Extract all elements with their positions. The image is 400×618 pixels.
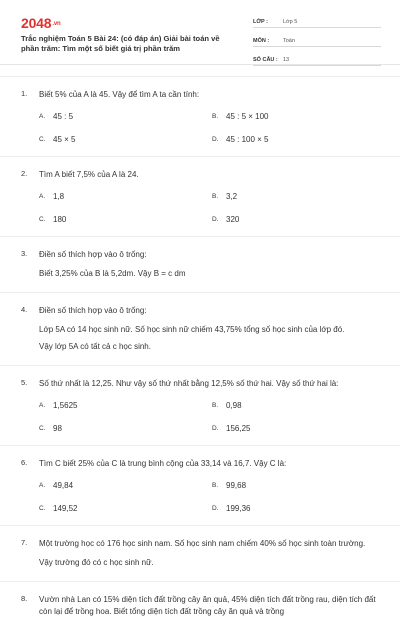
option-d[interactable] <box>212 504 372 513</box>
meta-label: MÔN : <box>253 38 270 44</box>
question-number: 8. <box>21 594 28 603</box>
question-text: Điền số thích hợp vào ô trống: <box>39 250 147 259</box>
question-4 <box>0 305 400 353</box>
question-text: Tìm C biết 25% của C là trung bình cộng của 33,14 và 16,7. Vậy C là: <box>39 459 287 468</box>
question-2 <box>0 169 400 224</box>
option-label: D. <box>212 216 219 223</box>
options <box>39 192 382 224</box>
question-number: 2. <box>21 169 28 178</box>
meta-label: SỐ CÂU : <box>253 57 278 63</box>
options <box>39 481 382 513</box>
option-label: A. <box>39 402 46 409</box>
meta-row-class <box>253 15 381 28</box>
option-label: C. <box>39 505 46 512</box>
options <box>39 401 382 433</box>
question-5 <box>0 378 400 433</box>
question-text: Một trường học có 176 học sinh nam. Số học sinh nam chiếm 40% số học sinh toàn trường. <box>39 539 366 548</box>
meta-value: Toán <box>283 38 295 44</box>
option-b[interactable] <box>212 112 372 121</box>
option-a[interactable] <box>39 401 212 410</box>
option-b[interactable] <box>212 401 372 410</box>
question-8 <box>0 594 400 618</box>
option-c[interactable] <box>39 135 212 144</box>
option-d[interactable] <box>212 135 372 144</box>
site-logo[interactable] <box>21 15 60 31</box>
divider <box>0 365 400 366</box>
document-title: Trắc nghiệm Toán 5 Bài 24: (có đáp án) Giải bài toán về phần trăm: Tìm một số biết giá trị phần trăm <box>21 34 220 53</box>
question-text: Biết 5% của A là 45. Vậy để tìm A ta cần tính: <box>39 90 200 99</box>
option-text: 98 <box>53 424 62 433</box>
option-text: 49,84 <box>53 481 74 490</box>
option-label: B. <box>212 402 219 409</box>
question-fill-blank[interactable]: Vậy lớp 5A có tất cả c học sinh. <box>39 342 151 351</box>
meta-row-subject <box>253 34 381 47</box>
option-c[interactable] <box>39 504 212 513</box>
question-list <box>0 64 400 618</box>
question-text: Vườn nhà Lan có 15% diện tích đất trồng cây ăn quả, 45% diện tích đất trồng rau, diện tích đất còn lại để trồng hoa. Biết tổng diện tích đất trồng cây ăn quả và trồng <box>39 595 376 616</box>
option-label: C. <box>39 136 46 143</box>
option-label: C. <box>39 216 46 223</box>
option-label: B. <box>212 113 219 120</box>
question-number: 7. <box>21 538 28 547</box>
option-c[interactable] <box>39 424 212 433</box>
option-label: D. <box>212 136 219 143</box>
option-text: 180 <box>53 215 67 224</box>
option-a[interactable] <box>39 481 212 490</box>
question-text: Số thứ nhất là 12,25. Như vậy số thứ nhất bằng 12,5% số thứ hai. Vậy số thứ hai là: <box>39 379 339 388</box>
question-number: 6. <box>21 458 28 467</box>
option-label: D. <box>212 425 219 432</box>
option-text: 149,52 <box>53 504 78 513</box>
option-d[interactable] <box>212 215 372 224</box>
question-number: 4. <box>21 305 28 314</box>
question-fill-blank[interactable]: Biết 3,25% của B là 5,2dm. Vậy B = c dm <box>39 269 186 278</box>
option-text: 45 : 100 × 5 <box>226 135 269 144</box>
question-context: Lớp 5A có 14 học sinh nữ. Số học sinh nữ chiếm 43,75% tổng số học sinh của lớp đó. <box>39 325 345 334</box>
divider <box>0 156 400 157</box>
option-d[interactable] <box>212 424 372 433</box>
question-1 <box>0 89 400 144</box>
question-number: 3. <box>21 249 28 258</box>
question-number: 5. <box>21 378 28 387</box>
option-a[interactable] <box>39 112 212 121</box>
option-b[interactable] <box>212 481 372 490</box>
option-text: 45 × 5 <box>53 135 76 144</box>
header <box>0 0 400 64</box>
question-text: Điền số thích hợp vào ô trống: <box>39 306 147 315</box>
option-text: 320 <box>226 215 240 224</box>
divider <box>0 581 400 582</box>
divider <box>0 76 400 77</box>
question-7 <box>0 538 400 569</box>
option-label: A. <box>39 482 46 489</box>
option-label: B. <box>212 193 219 200</box>
question-fill-blank[interactable]: Vậy trường đó có c học sinh nữ. <box>39 558 154 567</box>
option-c[interactable] <box>39 215 212 224</box>
option-text: 1,8 <box>53 192 65 201</box>
question-3 <box>0 249 400 280</box>
option-label: A. <box>39 193 46 200</box>
option-text: 45 : 5 <box>53 112 74 121</box>
meta-value: Lớp 5 <box>283 19 298 25</box>
logo-text: 2048 <box>21 15 52 31</box>
meta-label: LỚP : <box>253 19 268 25</box>
option-text: 45 : 5 × 100 <box>226 112 269 121</box>
option-label: B. <box>212 482 219 489</box>
option-text: 199,36 <box>226 504 251 513</box>
options <box>39 112 382 144</box>
question-text: Tìm A biết 7,5% của A là 24. <box>39 170 139 179</box>
option-b[interactable] <box>212 192 372 201</box>
option-text: 0,98 <box>226 401 242 410</box>
option-text: 156,25 <box>226 424 251 433</box>
option-label: D. <box>212 505 219 512</box>
divider <box>0 236 400 237</box>
option-label: A. <box>39 113 46 120</box>
option-text: 99,68 <box>226 481 247 490</box>
option-text: 3,2 <box>226 192 238 201</box>
meta-value: 13 <box>283 57 290 63</box>
logo-suffix: .vn <box>52 21 61 28</box>
question-6 <box>0 458 400 513</box>
option-label: C. <box>39 425 46 432</box>
option-a[interactable] <box>39 192 212 201</box>
question-number: 1. <box>21 89 28 98</box>
divider <box>0 445 400 446</box>
option-text: 1,5625 <box>53 401 78 410</box>
divider <box>0 292 400 293</box>
divider <box>0 525 400 526</box>
